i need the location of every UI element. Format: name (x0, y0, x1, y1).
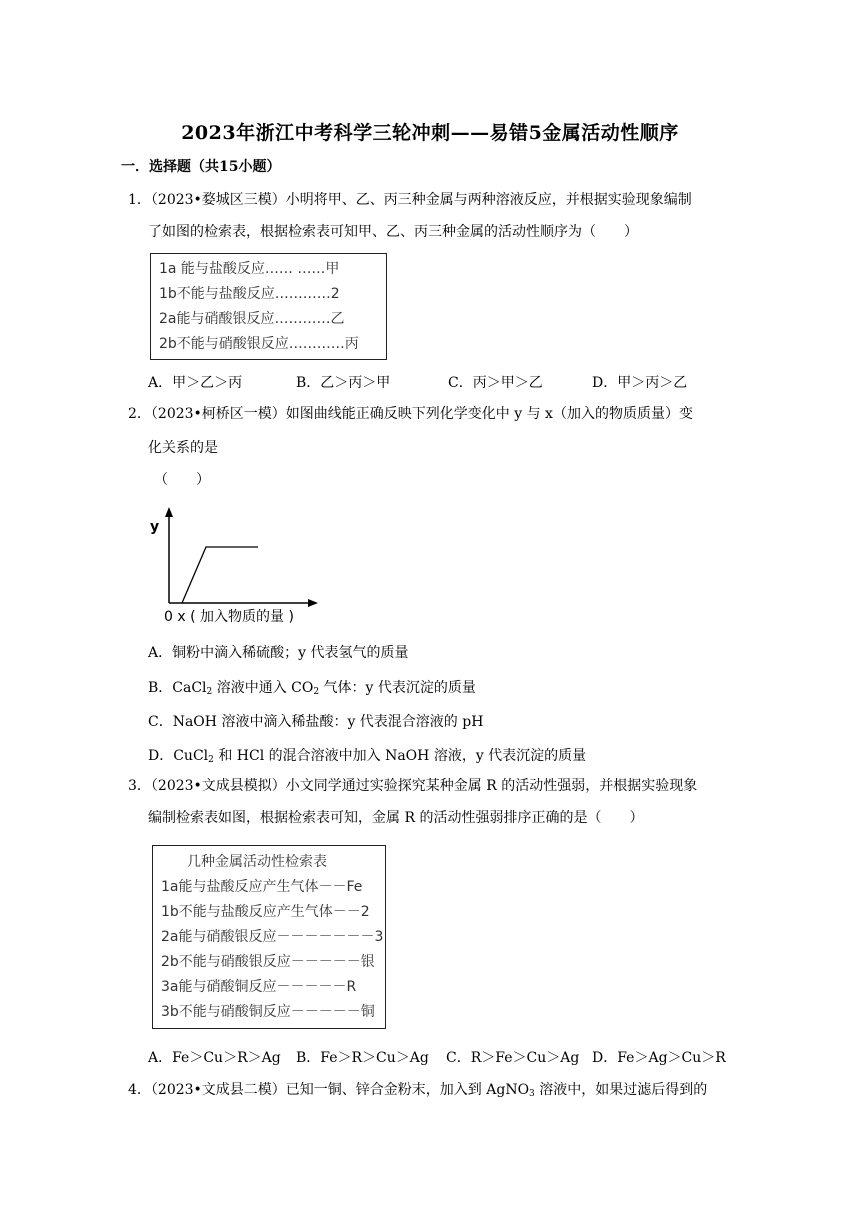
q1-stem-line2: 了如图的检索表，根据检索表可知甲、乙、丙三种金属的活动性顺序为（ ） (148, 224, 638, 240)
q4-stem-line1: 4．（2023•文成县二模）已知一铜、锌合金粉末，加入到 AgNO$_3$ 溶液中，如果过滤后得到的 (128, 1082, 708, 1099)
q2-stem-line1: 2．（2023•柯桥区一模）如图曲线能正确反映下列化学变化中 y 与 x（加入的物质质量）变 (128, 406, 693, 422)
q3-option-b: B．Fe＞R＞Cu＞Ag (296, 1050, 429, 1066)
q3-stem-line2: 编制检索表如图，根据检索表可知，金属 R 的活动性强弱排序正确的是（ ） (148, 810, 644, 826)
q2-option-c: C．NaOH 溶液中滴入稀盐酸：y 代表混合溶液的 pH (148, 714, 484, 730)
q1-key-row: 2b不能与硝酸银反应…………丙 (159, 336, 359, 352)
q3-option-a: A．Fe＞Cu＞R＞Ag (148, 1050, 281, 1066)
q2-option-a: A．铜粉中滴入稀硫酸；y 代表氢气的质量 (148, 645, 409, 661)
q1-key-row: 1a 能与盐酸反应…… ……甲 (159, 261, 340, 277)
q3-option-c: C．R＞Fe＞Cu＞Ag (446, 1050, 580, 1066)
q1-option-d: D．甲＞丙＞乙 (592, 375, 688, 391)
q3-key-title: 几种金属活动性检索表 (187, 854, 327, 870)
q3-option-d: D．Fe＞Ag＞Cu＞R (592, 1050, 726, 1066)
q1-option-b: B．乙＞丙＞甲 (296, 375, 391, 391)
page-title: 2023年浙江中考科学三轮冲刺——易错5金属活动性顺序 (181, 122, 679, 144)
section-heading: 一．选择题（共15小题） (121, 159, 281, 175)
q1-stem-line1: 1．（2023•婺城区三模）小明将甲、乙、丙三种金属与两种溶液反应，并根据实验现象编制 (128, 192, 692, 208)
q2-answer-bracket: （ ） (154, 472, 210, 488)
y-axis-arrow (165, 507, 173, 517)
q3-key-row: 2b不能与硝酸银反应－－－－－银 (161, 954, 375, 970)
q1-key-row: 2a能与硝酸银反应…………乙 (159, 311, 345, 327)
q1-key-row: 1b不能与盐酸反应…………2 (159, 286, 340, 302)
q3-key-row: 2a能与硝酸银反应－－－－－－－3 (161, 929, 384, 945)
q1-option-c: C．丙＞甲＞乙 (448, 375, 543, 391)
q3-key-row: 1a能与盐酸反应产生气体－－Fe (161, 879, 363, 895)
q3-key-table (152, 845, 386, 1029)
x-axis-arrow (308, 599, 318, 607)
q3-key-row: 3b不能与硝酸铜反应－－－－－铜 (161, 1004, 375, 1020)
q3-key-row: 1b不能与盐酸反应产生气体－－2 (161, 904, 370, 920)
q3-key-row: 3a能与硝酸铜反应－－－－－R (161, 979, 357, 995)
q2-graph-x-label: 0 x ( 加入物质的量 ) (164, 609, 294, 625)
q1-option-a: A．甲＞乙＞丙 (148, 375, 243, 391)
q1-key-table (150, 253, 387, 360)
curve (182, 547, 258, 603)
q3-stem-line1: 3．（2023•文成县模拟）小文同学通过实验探究某种金属 R 的活动性强弱，并根据实验现象 (128, 778, 698, 794)
q2-stem-line2: 化关系的是 (148, 440, 218, 456)
q2-option-b: B．CaCl$_2$ 溶液中通入 $CO_2$ 气体：y 代表沉淀的质量 (148, 680, 476, 697)
y-label: y (150, 519, 160, 535)
q2-option-d: D．CuCl$_2$ 和 HCl 的混合溶液中加入 NaOH 溶液，y 代表沉淀的质量 (148, 748, 587, 765)
